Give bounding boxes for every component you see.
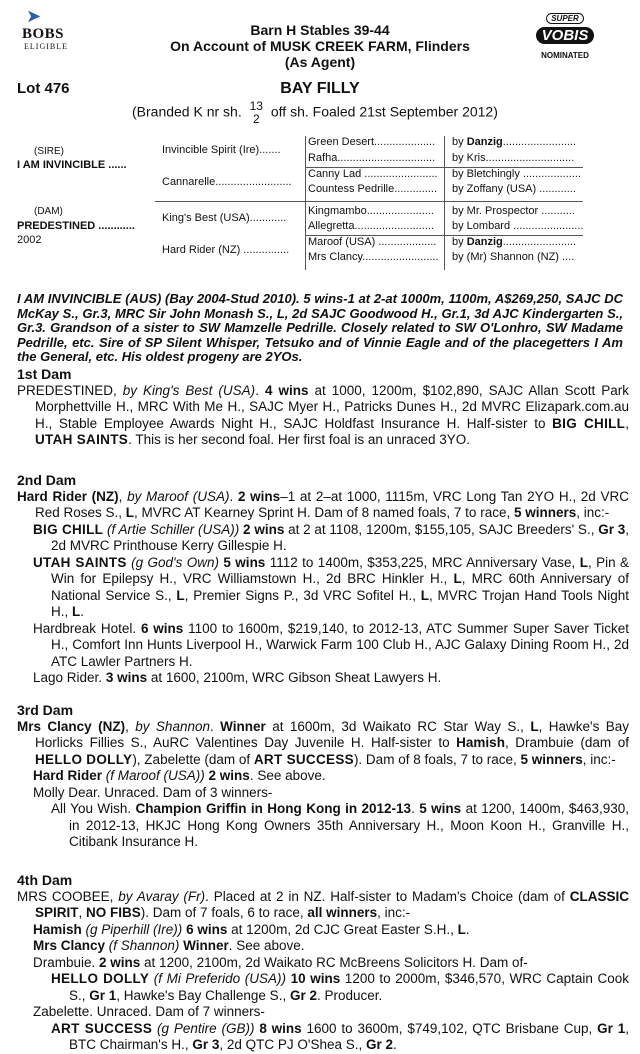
- record-text: 1200 to 2000m, $346,570, WRC Captain Cook S.,: [69, 971, 629, 1003]
- progeny-name: Mrs Clancy: [33, 938, 106, 953]
- record-text: , Drambuie (dam of: [504, 735, 629, 750]
- dam-of-dam: Hard Rider (NZ) ...............: [162, 244, 290, 256]
- ancestor-sire: by (Mr) Shannon (NZ) ....: [452, 251, 575, 263]
- race-grade: L: [72, 604, 81, 619]
- pedigree-divider: [305, 136, 306, 270]
- record-text: at 1600m, 3d Waikato RC Star Way S.,: [265, 718, 531, 734]
- progeny-entry: [17, 785, 629, 802]
- wins: 2 wins: [208, 768, 250, 783]
- text: .: [229, 488, 238, 504]
- lot-number: Lot 476: [17, 80, 70, 97]
- race-grade: L: [530, 718, 539, 734]
- by-bold-text: Danzig: [466, 236, 503, 248]
- progeny-name: Hardbreak Hotel.: [33, 620, 141, 636]
- progeny-sire: (g Piperhill (Ire)): [81, 921, 187, 937]
- race-grade: Gr 2: [289, 987, 317, 1003]
- bobs-logo-text: BOBS: [22, 26, 65, 42]
- wins: 5 wins: [223, 554, 266, 570]
- relative-name: HELLO DOLLY: [35, 751, 133, 767]
- relative-name: BIG CHILL: [552, 415, 626, 431]
- progeny-entry: [17, 555, 629, 621]
- ancestor-name: Rafha................................: [308, 152, 436, 164]
- first-dam-text: [17, 383, 629, 449]
- text: .: [80, 604, 85, 619]
- race-grade: Gr 3: [192, 1037, 220, 1052]
- ancestor-name: Allegretta..........................: [308, 220, 434, 232]
- relative-name: Hamish: [456, 735, 505, 750]
- record-text: , Hawke's Bay Horlicks Fillies S., AuRC Valentines Day Juvenile H. Half-sister to: [35, 718, 630, 750]
- progeny-entry: [17, 938, 629, 955]
- record-text: . See above.: [228, 938, 305, 953]
- dam-name: Hard Rider (NZ): [17, 488, 119, 504]
- third-dam-text: [17, 719, 629, 769]
- grand-progeny-entry: [17, 1021, 629, 1054]
- relative-name: UTAH SAINTS: [35, 432, 129, 447]
- brand-fraction: [250, 100, 263, 126]
- dam-name: PREDESTINED ............: [17, 220, 135, 232]
- progeny-entry: [17, 621, 629, 671]
- winners-count: 5 winners: [513, 505, 577, 520]
- by-dots: ........................: [502, 136, 577, 148]
- ancestor-name: Mrs Clancy.........................: [308, 251, 439, 263]
- wins: 4 wins: [264, 382, 309, 398]
- record-text: at 2 at 1108, 1200m, $155,105, SAJC Breeders' S.,: [284, 521, 599, 537]
- stable-location: Barn H Stables 39-44: [250, 22, 390, 38]
- wins: 8 wins: [259, 1020, 302, 1036]
- progeny-entry: [17, 955, 629, 972]
- wins: 5 wins: [419, 801, 462, 816]
- record-text: , MVRC AT Kearney Sprint H. Dam of 8 named foals, 7 to race,: [134, 505, 514, 520]
- record-text: –1 at 2–at 1000, 1115m, VRC Long Tan 2YO H., 2d VRC Red Roses S.,: [35, 488, 629, 520]
- record-text: , 2d MVRC Printhouse Kerry Gillespie H.: [51, 521, 629, 553]
- relative-name: NO FIBS: [86, 905, 141, 920]
- winners-count: all winners: [307, 905, 378, 920]
- ancestor-name: Canny Lad ........................: [308, 168, 438, 180]
- record-text: . This is her second foal. Her first foal is an unraced 3YO.: [128, 432, 470, 447]
- record-text: , MVRC Trojan Hand Tools Night H.,: [51, 587, 629, 619]
- first-dam-section: [17, 366, 629, 449]
- record-text: , 2d QTC PJ O'Shea S.,: [219, 1037, 367, 1052]
- by-dots: ........................: [502, 236, 577, 248]
- text: .: [210, 718, 221, 734]
- second-dam-section: [17, 472, 629, 687]
- ancestor-sire: [452, 236, 576, 248]
- dam-name: MRS COOBEE,: [17, 888, 119, 904]
- dam-tag: (DAM): [34, 206, 63, 217]
- champion-title: Champion Griffin in Hong Kong in 2012-13: [135, 801, 412, 816]
- grand-progeny-entry: [17, 801, 629, 851]
- dam-sire: by Avaray (Fr): [118, 888, 206, 904]
- third-dam-section: [17, 702, 629, 851]
- sire-description: I AM INVINCIBLE (AUS) (Bay 2004-Stud 2010). 5 wins-1 at 2-at 1000m, 1100m, A$269,250, SAJC DC McKay S., Gr.3, MRC Sir John Monash S., L, 2d SAJC Goodwood H., Gr.1, 3d AJC Kindergarten S., Gr.3. Grandson of a sister to SW Mamzelle Pedrille. Closely related to SW O'Lonhro, SW Madame Pedrille, etc. Sire of SP Silent Whisper, Tetsuko and of Vinnie Eagle and of the placegetters I Am the General, etc. His oldest progeny are 2YOs.: [17, 291, 623, 364]
- text: .: [255, 382, 265, 398]
- by-bold-text: Danzig: [466, 136, 503, 148]
- ancestor-sire: by Bletchingly ...................: [452, 168, 581, 180]
- pedigree-divider: [444, 136, 445, 270]
- text: , inc:-: [377, 905, 411, 920]
- record-text: at 1200m, 2d CJC Great Easter S.H.,: [227, 921, 458, 937]
- text: .: [465, 921, 470, 937]
- first-dam-heading: 1st Dam: [17, 366, 72, 382]
- vendor-line: On Account of MUSK CREEK FARM, Flinders: [170, 38, 470, 54]
- ancestor-sire: by Kris.............................: [452, 152, 575, 164]
- progeny-sire: (f Mi Preferido (USA)): [149, 971, 291, 986]
- record-text: , Premier Signs P., 3d VRC Sofitel H.,: [184, 587, 421, 603]
- dam-name: Mrs Clancy (NZ): [17, 718, 126, 734]
- ancestor-sire: by Mr. Prospector ...........: [452, 205, 575, 217]
- brand-foaled-line: [132, 100, 498, 126]
- race-grade: Gr 3: [598, 521, 626, 537]
- wins: Winner: [183, 938, 229, 953]
- ancestor-sire: by Zoffany (USA) ............: [452, 183, 576, 195]
- horse-description: BAY FILLY: [280, 80, 360, 97]
- second-dam-text: [17, 489, 629, 522]
- ancestor-name: Kingmambo......................: [308, 205, 434, 217]
- progeny-entry: [17, 922, 629, 939]
- dam-of-sire: Cannarelle.........................: [162, 176, 292, 188]
- dam-sire: by Maroof (USA): [127, 488, 230, 504]
- progeny-entry: [17, 768, 629, 785]
- third-dam-heading: 3rd Dam: [17, 702, 74, 718]
- sire-name: I AM INVINCIBLE ......: [17, 159, 127, 171]
- progeny-sire: (f Shannon): [105, 938, 184, 953]
- record-text: , Hawke's Bay Challenge S.,: [116, 987, 290, 1003]
- progeny-name: HELLO DOLLY: [51, 971, 150, 986]
- wins: 6 wins: [140, 620, 184, 636]
- brand-numerator: 13: [249, 99, 263, 113]
- race-grade: L: [579, 554, 588, 570]
- progeny-name: Drambuie.: [33, 954, 100, 970]
- progeny-name: All You Wish.: [51, 801, 136, 816]
- ancestor-name: Maroof (USA) ...................: [308, 236, 437, 248]
- ancestor-sire: [452, 136, 576, 148]
- progeny-name: Hamish: [33, 921, 82, 937]
- text: .: [411, 801, 420, 816]
- progeny-sire: (f Artie Schiller (USA)): [103, 521, 244, 537]
- text: ,: [118, 488, 128, 504]
- record-text: , Pin & Win for Epilepsy H., VRC Williamstown H., 2d BRC Hinkler H.,: [51, 554, 629, 586]
- race-grade: L: [453, 571, 462, 586]
- winners-count: 5 winners: [520, 751, 583, 767]
- sire-of-dam: King's Best (USA)............: [162, 212, 287, 224]
- progeny-name: BIG CHILL: [33, 521, 104, 537]
- record-text: 1112 to 1400m, $353,225, MRC Anniversary Vase,: [265, 554, 580, 570]
- record-text: at 1200, 2100m, 2d Waikato RC McBreens Solicitors H. Dam of-: [140, 954, 528, 970]
- ancestor-name: Countess Pedrille..............: [308, 183, 437, 195]
- fourth-dam-heading: 4th Dam: [17, 872, 73, 888]
- progeny-name: Lago Rider.: [33, 670, 106, 685]
- race-grade: L: [176, 587, 185, 603]
- dam-year: 2002: [17, 234, 42, 246]
- text: ,: [78, 905, 87, 920]
- ancestor-name: Green Desert....................: [308, 136, 436, 148]
- text: , inc:-: [576, 505, 610, 520]
- ancestor-sire: by Lombard .......................: [452, 220, 584, 232]
- dam-sire: by Shannon: [135, 718, 210, 734]
- race-grade: Gr 2: [366, 1037, 394, 1052]
- sire-of-sire: Invincible Spirit (Ire).......: [162, 144, 281, 156]
- dam-name: PREDESTINED,: [17, 382, 123, 398]
- wins: 2 wins: [99, 954, 141, 970]
- progeny-name: Zabelette. Unraced. Dam of 7 winners-: [33, 1004, 265, 1019]
- vobis-logo-text: VOBIS: [536, 27, 594, 44]
- fourth-dam-text: [17, 889, 629, 922]
- bird-icon: ➤: [26, 6, 42, 26]
- progeny-name: UTAH SAINTS: [33, 554, 127, 570]
- text: , inc:-: [582, 751, 616, 767]
- grand-progeny-entry: [17, 971, 629, 1004]
- progeny-sire: (f Maroof (USA)): [102, 768, 209, 783]
- progeny-entry: [17, 1004, 629, 1021]
- brand-prefix: (Branded K nr sh.: [132, 103, 242, 120]
- race-grade: L: [420, 587, 429, 603]
- progeny-name: Hard Rider: [33, 768, 103, 783]
- race-grade: Gr 1: [89, 987, 117, 1003]
- record-text: 1600 to 3600m, $749,102, QTC Brisbane Cup,: [301, 1020, 598, 1036]
- wins: 2 wins: [237, 488, 281, 504]
- progeny-entry: [17, 522, 629, 555]
- record-text: . Placed at 2 in NZ. Half-sister to Madam's Choice (dam of: [205, 888, 570, 904]
- record-text: at 1200, 1400m, $463,930, in 2012-13, HKJC Hong Kong Owners 35th Anniversary H., Moon Koon H., Granville H., Citibank Insurance H.: [69, 801, 629, 849]
- progeny-sire: (g God's Own): [126, 554, 224, 570]
- record-text: ). Dam of 8 foals, 7 to race,: [353, 751, 521, 767]
- race-grade: L: [457, 921, 466, 937]
- record-text: . See above.: [249, 768, 326, 783]
- relative-name: CLASSIC SPIRIT: [35, 888, 629, 920]
- progeny-name: Molly Dear. Unraced. Dam of 3 winners-: [33, 784, 273, 800]
- super-logo-text: SUPER: [546, 13, 584, 24]
- record-text: at 1600, 2100m, WRC Gibson Sheat Lawyers H.: [147, 670, 442, 685]
- brand-suffix: off sh. Foaled 21st September 2012): [270, 103, 498, 120]
- wins: 6 wins: [186, 921, 228, 937]
- record-text: . Producer.: [316, 987, 383, 1003]
- by-text: by: [452, 136, 467, 148]
- text: ,: [625, 415, 629, 431]
- record-text: , BTC Chairman's H.,: [69, 1020, 629, 1052]
- brand-denominator: 2: [252, 112, 260, 126]
- record-text: 1100 to 1600m, $219,140, to 2012-13, ATC Summer Super Saver Ticket H., Comfort Inn Hunts Liverpool H., Warwick Farm 100 Club H., AJC Galaxy Dining Room H., 2d ATC Lawler Partners H.: [51, 620, 630, 669]
- agent-line: (As Agent): [284, 54, 356, 70]
- sire-tag: (SIRE): [34, 146, 64, 157]
- progeny-name: ART SUCCESS: [51, 1020, 153, 1036]
- race-grade: Gr 1: [597, 1020, 626, 1036]
- text: .: [393, 1037, 397, 1052]
- second-dam-heading: 2nd Dam: [17, 472, 77, 488]
- nominated-logo-text: NOMINATED: [541, 51, 589, 60]
- wins: 2 wins: [243, 521, 285, 537]
- progeny-entry: [17, 670, 629, 687]
- progeny-sire: (g Pentire (GB)): [152, 1020, 260, 1036]
- wins: Winner: [220, 718, 266, 734]
- record-text: ), Zabelette (dam of: [132, 751, 254, 767]
- text: ,: [125, 718, 136, 734]
- wins: 10 wins: [290, 971, 341, 986]
- record-text: , MRC 60th Anniversary of National Service S.,: [51, 571, 629, 603]
- pedigree-divider: [155, 201, 583, 202]
- relative-name: ART SUCCESS: [253, 751, 354, 767]
- record-text: ). Dam of 7 foals, 6 to race,: [140, 905, 308, 920]
- wins: 3 wins: [105, 670, 148, 685]
- by-text: by: [452, 236, 467, 248]
- race-grade: L: [125, 505, 135, 520]
- eligible-logo-text: ELIGIBLE: [24, 42, 68, 51]
- dam-sire: by King's Best (USA): [122, 382, 256, 398]
- fourth-dam-section: [17, 872, 629, 1054]
- record-text: at 1000, 1200m, $102,890, SAJC Allan Scott Park Morphettville H., MRC With Me H., SAJC Myer H., Patricks Dunes H., 2d MVRC Elizapark.com.au H., Stable Employee Awards Night H., SAJC Holdfast Insurance H. Half-sister to: [35, 382, 629, 431]
